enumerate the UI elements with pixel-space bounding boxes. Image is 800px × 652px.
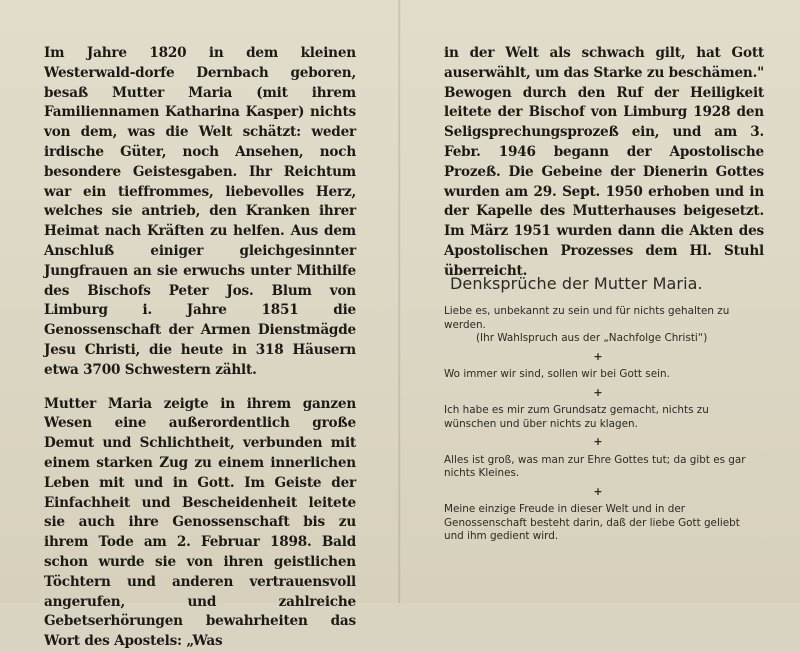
page-fold — [398, 0, 401, 603]
saying-2: Wo immer wir sind, sollen wir bei Gott sein. — [444, 368, 670, 380]
left-column — [44, 44, 356, 652]
saying-1: Liebe es, unbekannt zu sein und für nichts gehalten zu werden. — [444, 305, 730, 331]
separator-cross: + — [593, 484, 603, 498]
separator-cross: + — [593, 349, 603, 363]
saying-4: Alles ist groß, was man zur Ehre Gottes tut; da gibt es gar nichts Kleines. — [444, 453, 746, 479]
saying-3: Ich habe es mir zum Grundsatz gemacht, nichts zu wünschen und über nichts zu klagen. — [444, 404, 709, 430]
separator-cross: + — [593, 435, 603, 448]
sayings-list — [444, 305, 752, 544]
biography-paragraph-1: Im Jahre 1820 in dem kleinen Westerwald-dorfe Dernbach geboren, besaß Mutter Maria (mit ihrem Familiennamen Katharina Kasper) nichts von dem, was die Welt schätzt: weder irdische Güter, noch Ansehen, noch besondere Geistesgaben. Ihr Reichtum war ein tieffrommes, liebevolles Herz, welches sie antrieb, den Kranken ihrer Heimat nach Kräften zu helfen. Aus dem Anschluß einiger gleichgesinnter Jungfrauen an sie erwuchs unter Mithilfe des Bischofs Peter Jos. Blum von Limburg i. Jahre 1851 die Genossenschaft der Armen Dienstmägde Jesu Christi, die heute in 318 Häusern etwa 3700 Schwestern zählt. — [44, 45, 356, 378]
biography-paragraph-2: Mutter Maria zeigte in ihrem ganzen Wesen eine außerordentlich große Demut und Schlichtheit, verbunden mit einem starken Zug zu einem innerlichen Leben mit und in Gott. Im Geiste der Einfachheit und Bescheidenheit leitete sie auch ihre Genossenschaft bis zu ihrem Tode am 2. Februar 1898. Bald schon wurde sie von ihren geistlichen Töchtern und anderen vertrauensvoll angerufen, und zahlreiche Gebetserhörungen bewahrheiten das Wort des Apostels: „Was — [44, 395, 356, 650]
saying-5: Meine einzige Freude in dieser Welt und in der Genossenschaft besteht darin, daß der liebe Gott geliebt und ihm gedient wird. — [444, 503, 740, 542]
separator-cross: + — [593, 385, 603, 399]
sayings-heading: Denksprüche der Mutter Maria. — [450, 274, 703, 293]
right-column-text — [444, 44, 764, 282]
biography-paragraph-3: in der Welt als schwach gilt, hat Gott auserwählt, um das Starke zu beschämen." Bewogen durch den Ruf der Heiligkeit leitete der Bischof von Limburg 1928 den Seligsprechungsprozeß ein, und am 3. Febr. 1946 begann der Apostolische Prozeß. Die Gebeine der Dienerin Gottes wurden am 29. Sept. 1950 erhoben und in der Kapelle des Mutterhauses beigesetzt. Im März 1951 wurden dann die Akten des Apostolischen Prozesses dem Hl. Stuhl überreicht. — [444, 45, 764, 279]
saying-1-source: (Ihr Wahlspruch aus der „Nachfolge Christi“) — [476, 332, 708, 344]
